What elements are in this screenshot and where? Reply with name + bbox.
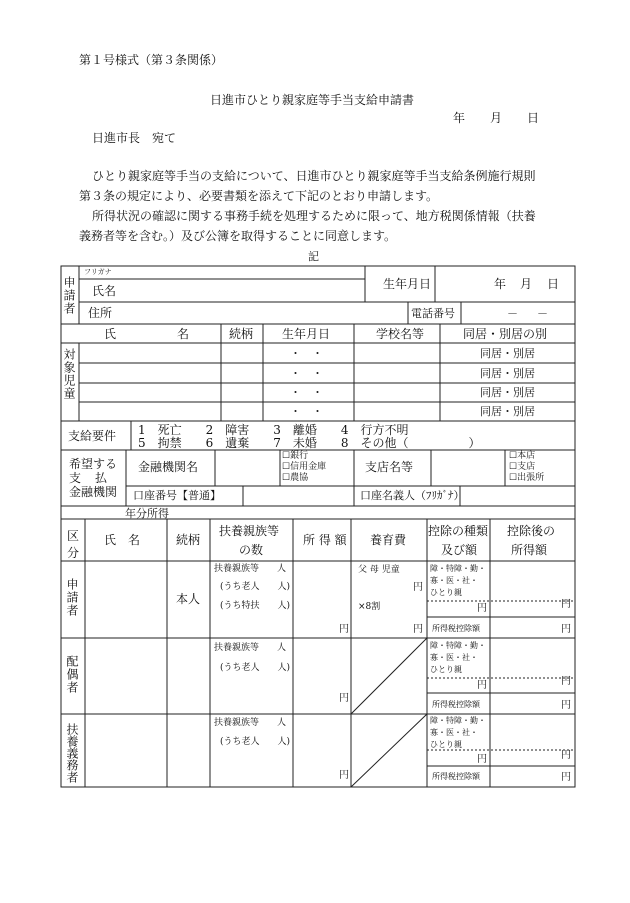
applicant-deduction-types-1: 障・特障・勤・ [430,564,486,573]
spouse-deduction-types-1: 障・特障・勤・ [430,641,486,650]
intro-line-2: 第３条の規定により、必要書類を添えて下記のとおり申請します。 [79,189,439,203]
form-number: 第１号様式（第３条関係） [79,53,224,67]
applicant-dep-elderly: (うち老人 人) [220,582,291,592]
applicant-deduction-total: 所得税控除額 [432,624,480,633]
income-col-after-2: 所得額 [511,543,548,557]
applicant-birthdate-field[interactable] [436,267,574,301]
spouse-dep-elderly: (うち老人 人) [220,663,291,673]
bank-type-shinkin-checkbox[interactable]: ☐ 信用金庫 [282,463,326,472]
applicant-address-field[interactable] [125,303,407,323]
bank-label-3: 金融機関 [69,485,118,499]
bank-institution-field[interactable] [216,451,279,485]
income-col-deduction-2: 及び額 [441,543,478,557]
applicant-support-parents: 父 母 児童 [358,565,400,575]
phone-dash-1: － [507,307,518,320]
child-row-3-birthdate-dots: ・ ・ [290,386,323,399]
spouse-after-yen: 円 [561,676,571,687]
bank-branch-field[interactable] [432,451,504,485]
supporter-after-yen: 円 [561,750,571,761]
account-holder-field[interactable] [461,487,574,505]
child-col-cohabit: 同居・別居の別 [463,327,548,341]
spouse-support-diagonal [351,638,427,714]
spouse-dep-count: 扶養親族等 人 [214,643,287,653]
spouse-deduction-yen: 円 [477,680,487,691]
branch-type-honten-checkbox[interactable]: ☐ 本店 [509,452,535,461]
account-holder-label: 口座名義人（ﾌﾘｶﾞﾅ） [360,489,465,502]
branch-type-shiten-checkbox[interactable]: ☐ 支店 [509,463,535,472]
form-outer-border [61,266,575,787]
income-applicant-relation: 本人 [176,592,201,606]
phone-dash-2: － [537,307,548,320]
supporter-deduction-yen: 円 [477,754,487,765]
birth-year-label: 年 [494,277,507,291]
applicant-name-label: 氏名 [92,284,117,298]
income-col-relation: 続柄 [176,533,201,547]
supporter-deduction-total: 所得税控除額 [432,772,480,781]
addressee: 日進市長 宛て [92,131,177,145]
furigana-label: フリガナ [84,268,112,276]
spouse-deduction-total: 所得税控除額 [432,700,480,709]
address-label: 住所 [88,306,113,320]
child-row-4-birthdate-dots: ・ ・ [290,405,323,418]
applicant-deduction-types-3: ひとり親 [430,588,462,597]
supporter-income-yen: 円 [339,770,349,781]
birth-month-label: 月 [520,277,533,291]
applicant-name-field[interactable] [131,280,363,301]
income-supporter-label: 扶養義務者 [65,723,79,783]
branch-type-shutchojo-checkbox[interactable]: ☐ 出張所 [509,474,544,483]
date-year-label: 年 [453,111,466,125]
applicant-after-yen-2: 円 [561,624,571,635]
child-row-2-birthdate-dots: ・ ・ [290,367,323,380]
child-row-3-cohabit[interactable]: 同居・別居 [480,386,535,399]
requirements-label: 支給要件 [68,429,117,443]
supporter-deduction-types-1: 障・特障・勤・ [430,716,486,725]
requirements-row-2[interactable]: 5 拘禁 6 遺棄 7 未婚 8 その他（ ） [138,436,481,450]
intro-line-1: ひとり親家庭等手当の支給について、日進市ひとり親家庭等手当支給条例施行規則 [92,169,536,183]
income-col-dependents-1: 扶養親族等 [219,524,280,538]
child-col-school: 学校名等 [376,327,425,341]
bank-institution-label: 金融機関名 [138,460,199,474]
child-row-4-cohabit[interactable]: 同居・別居 [480,405,535,418]
applicant-deduction-yen: 円 [477,603,487,614]
child-row-1-birthdate-dots: ・ ・ [290,347,323,360]
applicant-income-yen: 円 [339,624,349,635]
supporter-deduction-types-2: 寡・医・社・ [430,728,478,737]
applicant-dep-special: (うち特扶 人) [220,601,291,611]
bank-type-bank-checkbox[interactable]: ☐ 銀行 [282,452,308,461]
bank-label-1: 希望する [69,457,118,471]
income-col-category: 区分 [67,529,80,560]
ki-label: 記 [308,250,319,263]
applicant-dep-count: 扶養親族等 人 [214,564,287,574]
income-col-income: 所 得 額 [303,533,347,547]
income-applicant-label: 申請者 [65,578,79,617]
spouse-deduction-types-3: ひとり親 [430,665,462,674]
bank-branch-label: 支店名等 [365,460,414,474]
applicant-birthdate-label: 生年月日 [383,277,432,291]
applicant-support-yen-1: 円 [413,582,423,593]
income-col-support: 養育費 [370,533,407,547]
account-number-label: 口座番号【普通】 [133,489,221,502]
supporter-deduction-types-3: ひとり親 [430,740,462,749]
income-col-deduction-1: 控除の種類 [428,524,489,538]
children-section-label: 対象児童 [62,348,76,400]
intro-line-4: 義務者等を含む。）及び公簿を取得することに同意します。 [79,229,397,243]
income-col-dependents-2: の数 [239,543,264,557]
bank-label-2: 支 払 [69,471,109,485]
supporter-dep-count: 扶養親族等 人 [214,718,287,728]
applicant-section-label: 申請者 [62,276,76,315]
applicant-support-x8: ×8割 [358,602,381,612]
date-day-label: 日 [527,111,540,125]
spouse-after-yen-2: 円 [561,700,571,711]
account-number-field[interactable] [244,487,353,505]
child-row-2-cohabit[interactable]: 同居・別居 [480,367,535,380]
child-row-1-cohabit[interactable]: 同居・別居 [480,347,535,360]
applicant-deduction-types-2: 寡・医・社・ [430,576,478,585]
income-spouse-label: 配偶者 [65,655,79,694]
form-title: 日進市ひとり親家庭等手当支給申請書 [210,93,415,107]
date-month-label: 月 [490,111,503,125]
requirements-row-1[interactable]: 1 死亡 2 障害 3 離婚 4 行方不明 [138,423,409,437]
supporter-dep-elderly: (うち老人 人) [220,737,291,747]
phone-label: 電話番号 [411,307,455,320]
income-col-name: 氏 名 [104,533,141,547]
spouse-deduction-types-2: 寡・医・社・ [430,653,478,662]
bank-type-nokyo-checkbox[interactable]: ☐ 農協 [282,474,308,483]
spouse-income-yen: 円 [339,693,349,704]
applicant-phone-field[interactable] [462,303,574,323]
child-col-name-1: 氏 [104,327,117,341]
income-col-after-1: 控除後の [507,524,556,538]
supporter-after-yen-2: 円 [561,772,571,783]
applicant-after-yen: 円 [561,599,571,610]
child-col-birthdate: 生年月日 [282,327,331,341]
child-col-relation: 続柄 [229,327,254,341]
income-year-header: 年分所得 [125,507,169,520]
child-col-name-2: 名 [177,327,190,341]
birth-day-label: 日 [547,277,560,291]
intro-line-3: 所得状況の確認に関する事務手続を処理するために限って、地方税関係情報（扶養 [92,209,536,223]
applicant-support-yen-2: 円 [413,624,423,635]
supporter-support-diagonal [351,714,427,787]
